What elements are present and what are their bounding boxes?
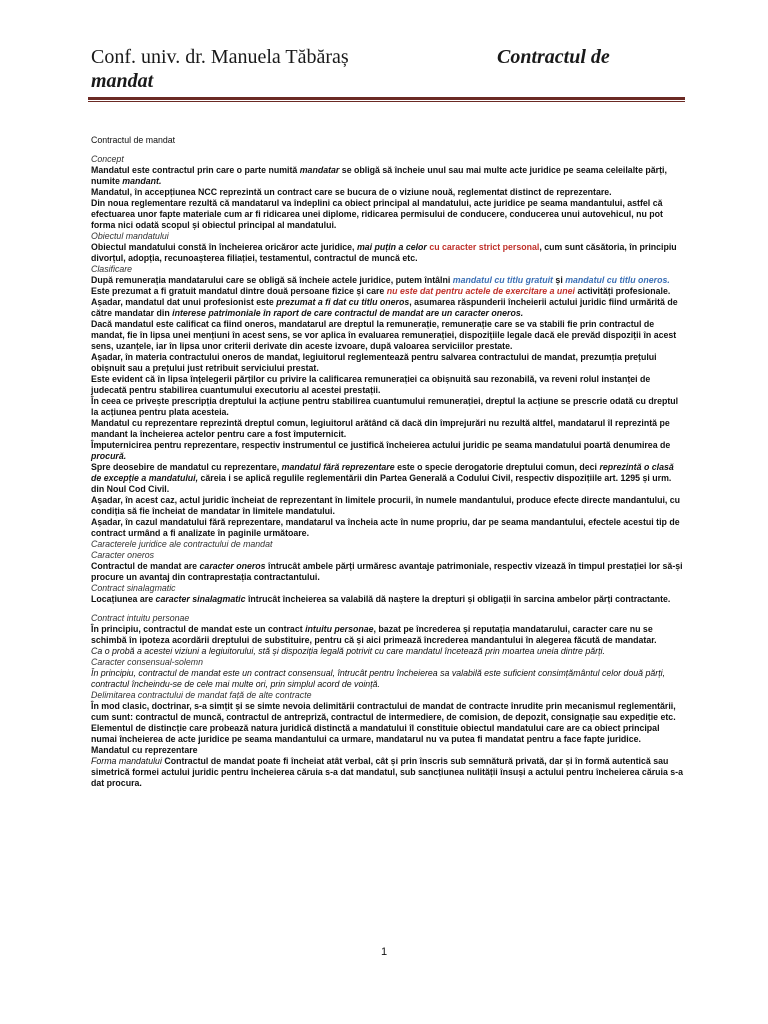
doc-title: Contractul de mandat	[91, 135, 176, 145]
paragraph-1: Mandatul este contractul prin care o parte numită mandatar se obligă să încheie unul sau mai multe acte juridice pe seama celeilalte părți, numite mandant.	[91, 165, 667, 186]
section-mandat-reprezentare: Mandatul cu reprezentare	[91, 745, 198, 755]
paragraph-17: Contractul de mandat are caracter oneros întrucât ambele părți urmăresc avantaje patrimoniale, respectiv vizează în timpul prestației lor să-și procure un avantaj din contraprestația contractantului.	[91, 561, 683, 582]
section-caractere: Caracterele juridice ale contractului de mandat	[91, 539, 273, 549]
paragraph-12: Mandatul cu reprezentare reprezintă dreptul comun, legiuitorul arătând că dacă din împrejurări nu rezultă altfel, mandatarul îl reprezintă pe mandant la încheierea actelor pentru care a fost împuternicit.	[91, 418, 670, 439]
paragraph-23: Elementul de distincție care probează natura juridică distinctă a mandatului îl constituie obiectul mandatului care are ca obiect principal numai încheierea de acte juridice pe seama mandantului ca urmare, mandatarul nu va putea fi mandatat pentru a face fapte juridice.	[91, 723, 660, 744]
paragraph-18: Locațiunea are caracter sinalagmatic întrucât încheierea sa valabilă dă naștere la drepturi și obligații în sarcina ambelor părți contractante.	[91, 594, 671, 604]
paragraph-13: Împuternicirea pentru reprezentare, respectiv instrumentul ce justifică încheierea actului juridic pe seama mandatului poartă denumirea de procură.	[91, 440, 671, 461]
paragraph-4: Obiectul mandatului constă în încheierea oricăror acte juridice, mai puțin a celor cu caracter strict personal, cum sunt căsătoria, în principiu divorțul, adopția, recunoașterea filiației, testamentul, contractul de muncă etc.	[91, 242, 677, 263]
section-concept: Concept	[91, 154, 124, 164]
section-intuitu: Contract intuitu personae	[91, 613, 190, 623]
section-oneros: Caracter oneros	[91, 550, 155, 560]
header-author: Conf. univ. dr. Manuela Tăbăraș	[91, 46, 349, 68]
paragraph-22: În mod clasic, doctrinar, s-a simțit și se simte nevoia delimitării contractului de mandat de contracte înrudite prin mecanismul reglementării, cum sunt: contractul de muncă, contractul de antrepriză, contractul de intermediere, de comision, de depozit, consignație sau expediție etc.	[91, 701, 676, 722]
paragraph-6: Este prezumat a fi gratuit mandatul dintre două persoane fizice și care nu este dat pentru actele de exercitare a unei activități profesionale.	[91, 286, 671, 296]
paragraph-5: După remunerația mandatarului care se obligă să încheie actele juridice, putem întâlni mandatul cu titlu gratuit și mandatul cu titlu oneros.	[91, 275, 670, 285]
paragraph-19: În principiu, contractul de mandat este un contract intuitu personae, bazat pe încrederea și reputația mandatarului, caracter care nu se schimbă în ipoteza acordării dreptului de substituire, pentru că și aici primează încrederea mandantului în alegerea făcută de mandatar.	[91, 624, 657, 645]
paragraph-14: Spre deosebire de mandatul cu reprezentare, mandatul fără reprezentare este o specie derogatorie dreptului comun, deci reprezintă o clasă de excepție a mandatului, căreia i se aplică regulile reglementării din Partea Generală a Codului Civil, respectiv dispozițiile art. 1295 și urm. din Noul Cod Civil.	[91, 462, 674, 494]
paragraph-15: Așadar, în acest caz, actul juridic încheiat de reprezentant în limitele procurii, în numele mandantului, produce efecte directe mandantului, cu condiția să fie încheiat de mandatar în limitele mandatului.	[91, 495, 681, 516]
paragraph-11: În ceea ce privește prescripția dreptului la acțiune pentru stabilirea cuantumului remunerației, dreptul la acțiune se prescrie odată cu dreptul la acțiunea pentru plata acesteia.	[91, 396, 679, 417]
paragraph-24: Forma mandatului Contractul de mandat poate fi încheiat atât verbal, cât și prin înscris sub semnătură privată, dar și în formă autentică sau simetrică formei actului juridic pentru încheierea căruia s-a dat mandatul, sub sancțiunea nulității însuși a actului pentru încheierea căruia s-a dat procura.	[91, 756, 684, 788]
paragraph-20: Ca o probă a acestei viziuni a legiuitorului, stă și dispoziția legală potrivit cu care mandatul încetează prin moartea uneia dintre părți.	[91, 646, 605, 656]
paragraph-7: Așadar, mandatul dat unui profesionist este prezumat a fi dat cu titlu oneros, asumarea răspunderii încheierii actului juridic fiind urmărită de către mandatar din interese patrimoniale în raport de care contractul de mandat are un caracter oneros.	[91, 297, 678, 318]
section-clasificare: Clasificare	[91, 264, 133, 274]
paragraph-21: În principiu, contractul de mandat este un contract consensual, întrucât pentru încheierea sa valabilă este suficient consimțământul celor două părți, contractul încheindu-se de cele mai multe ori, prin simplul acord de voință.	[91, 668, 666, 689]
header-rule-thick	[88, 97, 685, 100]
paragraph-10: Este evident că în lipsa înțelegerii părților cu privire la calificarea remunerației ca obișnuită sau rezonabilă, va reveni rolul instanței de judecată pentru stabilirea cuantumului executoriu al acestei prestații.	[91, 374, 651, 395]
header-title-part2: mandat	[91, 70, 154, 92]
document-body	[91, 135, 685, 789]
paragraph-16: Așadar, în cazul mandatului fără reprezentare, mandatarul va încheia acte în nume propriu, dar pe seama mandantului, efectele acestui tip de contract urmând a fi analizate în paginile următoare.	[91, 517, 680, 538]
paragraph-3: Din noua reglementare rezultă că mandatarul va îndeplini ca obiect principal al mandatului, acte juridice pe seama mandantului, astfel că efectuarea unor fapte materiale cum ar fi ridicarea unei diplome, ridicarea permisului de conducere, conducerea unui autovehicul, nu pot forma nici odată scopul și obiectul principal al mandatului.	[91, 198, 663, 230]
paragraph-2: Mandatul, în accepțiunea NCC reprezintă un contract care se bucura de o viziune nouă, reglementat distinct de reprezentare.	[91, 187, 612, 197]
header-title-part1: Contractul de	[497, 46, 610, 68]
section-sinalagmatic: Contract sinalagmatic	[91, 583, 176, 593]
section-obiect: Obiectul mandatului	[91, 231, 169, 241]
header-rule-thin	[88, 101, 685, 102]
section-delimitare: Delimitarea contractului de mandat față de alte contracte	[91, 690, 312, 700]
page-number: 1	[380, 946, 388, 958]
section-consensual: Caracter consensual-solemn	[91, 657, 203, 667]
paragraph-9: Așadar, în materia contractului oneros de mandat, legiuitorul reglementează pentru salvarea contractului de mandat, prezumția prețului obișnuit sau a prețului just retribuit serviciului prestat.	[91, 352, 657, 373]
paragraph-8: Dacă mandatul este calificat ca fiind oneros, mandatarul are dreptul la remunerație, remunerație care se va stabili fie prin contractul de mandat, fie în lipsa unei mențiuni în acest sens, se vor aplica în evaluarea remunerației, dispozițiile legale dacă ele prevăd dispoziții în acest sens, uzanțele, iar în lipsa unor criterii derivate din aceste izvoare, după valoarea serviciilor prestate.	[91, 319, 677, 351]
